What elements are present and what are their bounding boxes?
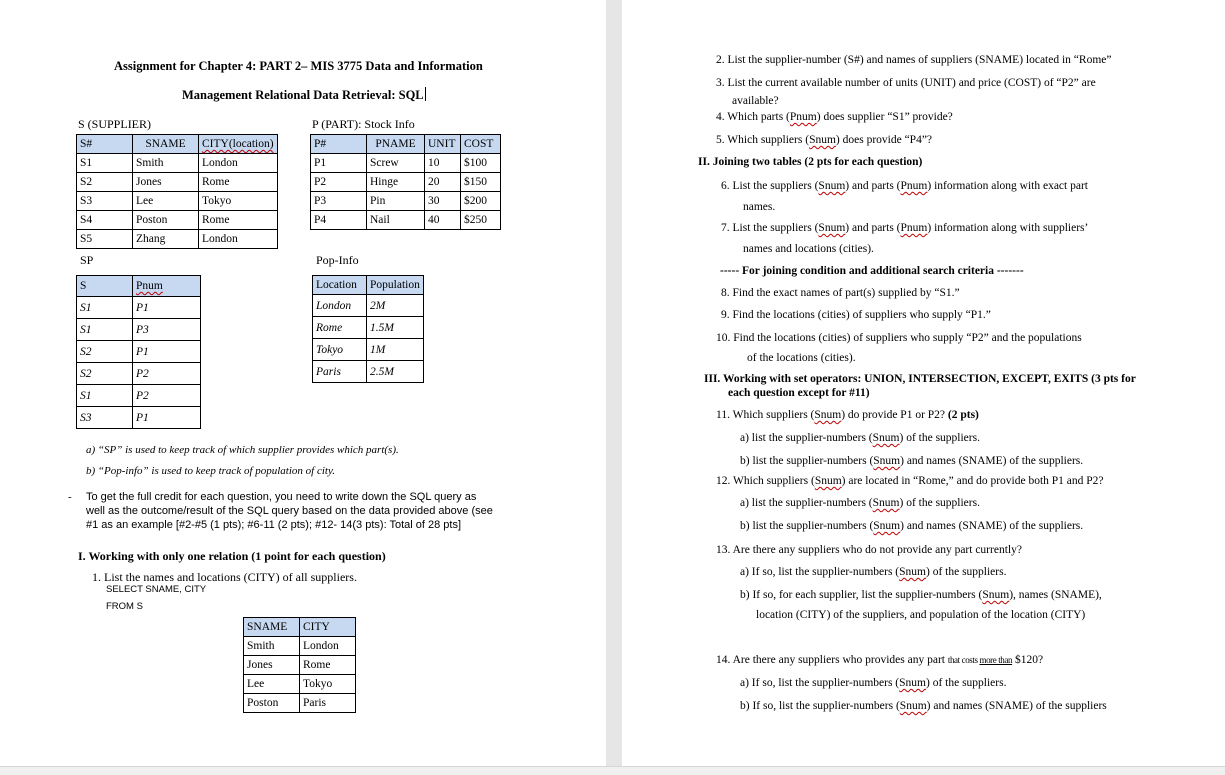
table-cell: S2 [77,341,133,363]
table-cell: Poston [244,694,300,713]
text-span: that costs [947,655,980,665]
text-span: 4. Which parts ( [716,111,790,123]
table-cell: 40 [425,211,461,230]
document-page-right[interactable] [622,0,1225,766]
text-span: Snum [818,180,846,192]
text-span: ) are located in “Rome,” and do provide both P1 and P2? [841,475,1104,487]
text-span: a) list the supplier-numbers ( [740,497,873,509]
table-cell: Rome [313,317,367,339]
text-span: b) If so, for each supplier, list the supplier-numbers ( [740,589,983,601]
title-line-2[interactable] [182,87,426,103]
part-table-caption: P (PART): Stock Info [312,117,415,131]
question-5 [716,134,932,146]
text-span: ) and parts ( [845,222,901,234]
part-table [310,134,501,230]
text-span: Snum [872,497,900,509]
text-span: a) If so, list the supplier-numbers ( [740,677,900,689]
table-cell: London [300,637,356,656]
header-cell: Population [367,276,424,295]
question-14a [740,677,1006,689]
table-cell: Screw [367,154,425,173]
text-span: Snum [814,409,842,421]
text-span: $120? [1012,654,1044,666]
table-cell: Smith [244,637,300,656]
table-cell: London [313,295,367,317]
text-span: ) information along with suppliers’ [927,222,1089,234]
text-span: ) and names (SNAME) of the suppliers. [900,455,1084,467]
text-span: 12. Which suppliers ( [716,475,815,487]
text-span: a) If so, list the supplier-numbers ( [740,566,900,578]
question-1: 1. List the names and locations (CITY) of all suppliers. [92,570,357,584]
result-table [243,617,356,713]
question-2: 2. List the supplier-number (S#) and names of suppliers (SNAME) located in “Rome” [716,54,1112,66]
text-span: (2 pts) [947,409,979,421]
table-cell: London [199,154,278,173]
table-row [244,656,356,675]
table-cell: S1 [77,319,133,341]
table-cell: P1 [133,341,201,363]
text-span: Snum [814,475,842,487]
table-cell: $200 [461,192,501,211]
table-cell: $150 [461,173,501,192]
text-span: Snum [899,677,926,689]
text-span: ) and names (SNAME) of the suppliers [926,700,1107,712]
question-7-cont: names and locations (cities). [743,243,874,255]
table-cell: P2 [133,363,201,385]
table-cell: Poston [133,211,199,230]
note-b: b) “Pop-info” is used to keep track of population of city. [86,465,335,477]
table-row [77,173,278,192]
question-3: 3. List the current available number of units (UNIT) and price (COST) of “P2” are [716,77,1096,89]
text-span: Snum [872,432,900,444]
sp-table [76,275,201,429]
header-cell: SNAME [244,618,300,637]
header-cell: S# [77,135,133,154]
text-span: ) do provide P1 or P2? [841,409,948,421]
table-row [77,230,278,249]
header-cell-text: CITY(location) [202,138,274,150]
text-span: 14. Are there any suppliers who provides any part [716,654,948,666]
table-row [313,295,424,317]
table-cell: S2 [77,173,133,192]
table-cell: Rome [300,656,356,675]
question-14b [740,700,1107,712]
question-12 [716,475,1104,487]
table-cell: 10 [425,154,461,173]
question-4 [716,111,953,123]
table-cell: Tokyo [313,339,367,361]
table-row [313,361,424,383]
header-cell: P# [311,135,367,154]
section-2-heading: II. Joining two tables (2 pts for each question) [698,156,923,168]
text-span: a) list the supplier-numbers ( [740,432,873,444]
popinfo-table-caption: Pop-Info [316,253,359,267]
question-11b [740,455,1083,467]
title-line-2-text: Management Relational Data Retrieval: SQL [182,88,424,102]
table-cell: Pin [367,192,425,211]
supplier-table-caption: S (SUPPLIER) [78,117,152,131]
table-cell: P2 [311,173,367,192]
credit-line-2: well as the outcome/result of the SQL query based on the data provided above (see [86,505,493,517]
table-row [244,675,356,694]
question-12a [740,497,980,509]
page-gap [606,0,622,766]
sp-table-header [77,276,201,297]
header-cell: UNIT [425,135,461,154]
header-cell: SNAME [133,135,199,154]
header-cell: CITY [300,618,356,637]
text-span: ) of the suppliers. [899,432,980,444]
table-row [77,407,201,429]
table-cell: 2M [367,295,424,317]
credit-bullet: - [68,491,72,503]
text-span: Snum [873,520,901,532]
table-row [244,694,356,713]
header-cell: PNAME [367,135,425,154]
join-criteria-heading: ----- For joining condition and additional search criteria ------- [720,265,1024,277]
title-line-1: Assignment for Chapter 4: PART 2– MIS 3775 Data and Information [114,59,483,73]
table-row [311,211,501,230]
section-1-heading: I. Working with only one relation (1 point for each question) [78,549,386,563]
table-cell: P2 [133,385,201,407]
part-table-header [311,135,501,154]
table-cell: S1 [77,297,133,319]
table-row [244,637,356,656]
text-span: b) If so, list the supplier-numbers ( [740,700,900,712]
table-row [77,211,278,230]
table-cell: Rome [199,211,278,230]
section-3-heading: III. Working with set operators: UNION, INTERSECTION, EXCEPT, EXITS (3 pts for [704,373,1136,385]
question-8: 8. Find the exact names of part(s) supplied by “S1.” [721,287,960,299]
text-span: ) of the suppliers. [899,497,980,509]
question-13b [740,589,1102,601]
table-cell: S3 [77,192,133,211]
table-cell: P4 [311,211,367,230]
text-span: Snum [899,700,927,712]
sp-table-caption: SP [80,253,94,267]
result-table-header [244,618,356,637]
text-span: ) does provide “P4”? [835,134,933,146]
question-13b-cont: location (CITY) of the suppliers, and population of the location (CITY) [756,609,1086,621]
table-row [311,154,501,173]
text-span: ) of the suppliers. [925,677,1007,689]
table-cell: 2.5M [367,361,424,383]
table-cell: 1.5M [367,317,424,339]
question-13: 13. Are there any suppliers who do not provide any part currently? [716,544,1022,556]
document-page-left[interactable] [0,0,606,766]
question-12b [740,520,1083,532]
question-10: 10. Find the locations (cities) of suppliers who supply “P2” and the populations [716,332,1082,344]
supplier-table [76,134,278,249]
text-span: Snum [899,566,926,578]
table-cell: Lee [244,675,300,694]
text-span: ) information along with exact part [927,180,1088,192]
table-cell: 1M [367,339,424,361]
table-cell: Tokyo [300,675,356,694]
table-row [77,385,201,407]
question-14 [716,654,1043,666]
question-3-cont: available? [732,95,779,107]
table-cell: Smith [133,154,199,173]
header-cell: COST [461,135,501,154]
text-cursor [425,87,426,101]
text-span: Snum [818,222,846,234]
table-cell: Paris [300,694,356,713]
text-span: b) list the supplier-numbers ( [740,520,874,532]
table-row [77,154,278,173]
table-cell: Rome [199,173,278,192]
table-cell: S1 [77,385,133,407]
credit-line-1: To get the full credit for each question, you need to write down the SQL query as [86,491,477,503]
text-span: more than [979,655,1013,665]
note-a: a) “SP” is used to keep track of which supplier provides which part(s). [86,444,399,456]
text-span: 7. List the suppliers ( [721,222,819,234]
question-9: 9. Find the locations (cities) of suppliers who supply “P1.” [721,309,991,321]
text-span: Snum [982,589,1010,601]
table-row [77,297,201,319]
header-cell [199,135,278,154]
question-7 [721,222,1088,234]
table-cell: 20 [425,173,461,192]
question-6 [721,180,1088,192]
table-cell: Tokyo [199,192,278,211]
table-row [311,173,501,192]
text-span: b) list the supplier-numbers ( [740,455,874,467]
table-cell: S1 [77,154,133,173]
text-span: Snum [873,455,901,467]
text-span: 5. Which suppliers ( [716,134,810,146]
question-10-cont: of the locations (cities). [747,352,856,364]
header-cell [133,276,201,297]
table-cell: S5 [77,230,133,249]
text-span: 6. List the suppliers ( [721,180,819,192]
sql-select-line: SELECT SNAME, CITY [106,584,207,595]
popinfo-table-header [313,276,424,295]
question-11a [740,432,980,444]
table-cell: Nail [367,211,425,230]
question-13a [740,566,1006,578]
table-cell: S2 [77,363,133,385]
table-cell: Zhang [133,230,199,249]
text-span: ), names (SNAME), [1009,589,1102,601]
credit-line-3: #1 as an example [#2-#5 (1 pts); #6-11 (2 pts); #12- 14(3 pts): Total of 28 pts] [86,519,462,531]
text-span: Pnum [789,111,817,123]
text-span: ) of the suppliers. [925,566,1007,578]
table-row [313,339,424,361]
table-cell: $100 [461,154,501,173]
header-cell-text: Pnum [136,280,163,292]
table-cell: Lee [133,192,199,211]
table-cell: P1 [133,297,201,319]
question-11 [716,409,979,421]
text-span: ) does supplier “S1” provide? [816,111,953,123]
table-cell: P1 [311,154,367,173]
table-cell: London [199,230,278,249]
sql-from-line: FROM S [106,601,143,612]
table-row [77,192,278,211]
table-cell: $250 [461,211,501,230]
table-cell: Paris [313,361,367,383]
table-cell: P3 [311,192,367,211]
text-span: ) and names (SNAME) of the suppliers. [900,520,1084,532]
table-row [77,363,201,385]
table-cell: Jones [133,173,199,192]
text-span: 11. Which suppliers ( [716,409,815,421]
section-3-heading-cont: each question except for #11) [728,387,870,399]
table-row [77,341,201,363]
text-span: Snum [809,134,836,146]
table-row [77,319,201,341]
text-span: ) and parts ( [845,180,901,192]
supplier-table-header [77,135,278,154]
popinfo-table [312,275,424,383]
text-span: Pnum [900,222,928,234]
table-cell: P3 [133,319,201,341]
table-row [313,317,424,339]
header-cell: S [77,276,133,297]
question-6-cont: names. [743,201,776,213]
table-cell: 30 [425,192,461,211]
table-row [311,192,501,211]
header-cell: Location [313,276,367,295]
table-cell: Hinge [367,173,425,192]
table-cell: S4 [77,211,133,230]
table-cell: S3 [77,407,133,429]
table-cell: Jones [244,656,300,675]
text-span: Pnum [900,180,928,192]
table-cell: P1 [133,407,201,429]
